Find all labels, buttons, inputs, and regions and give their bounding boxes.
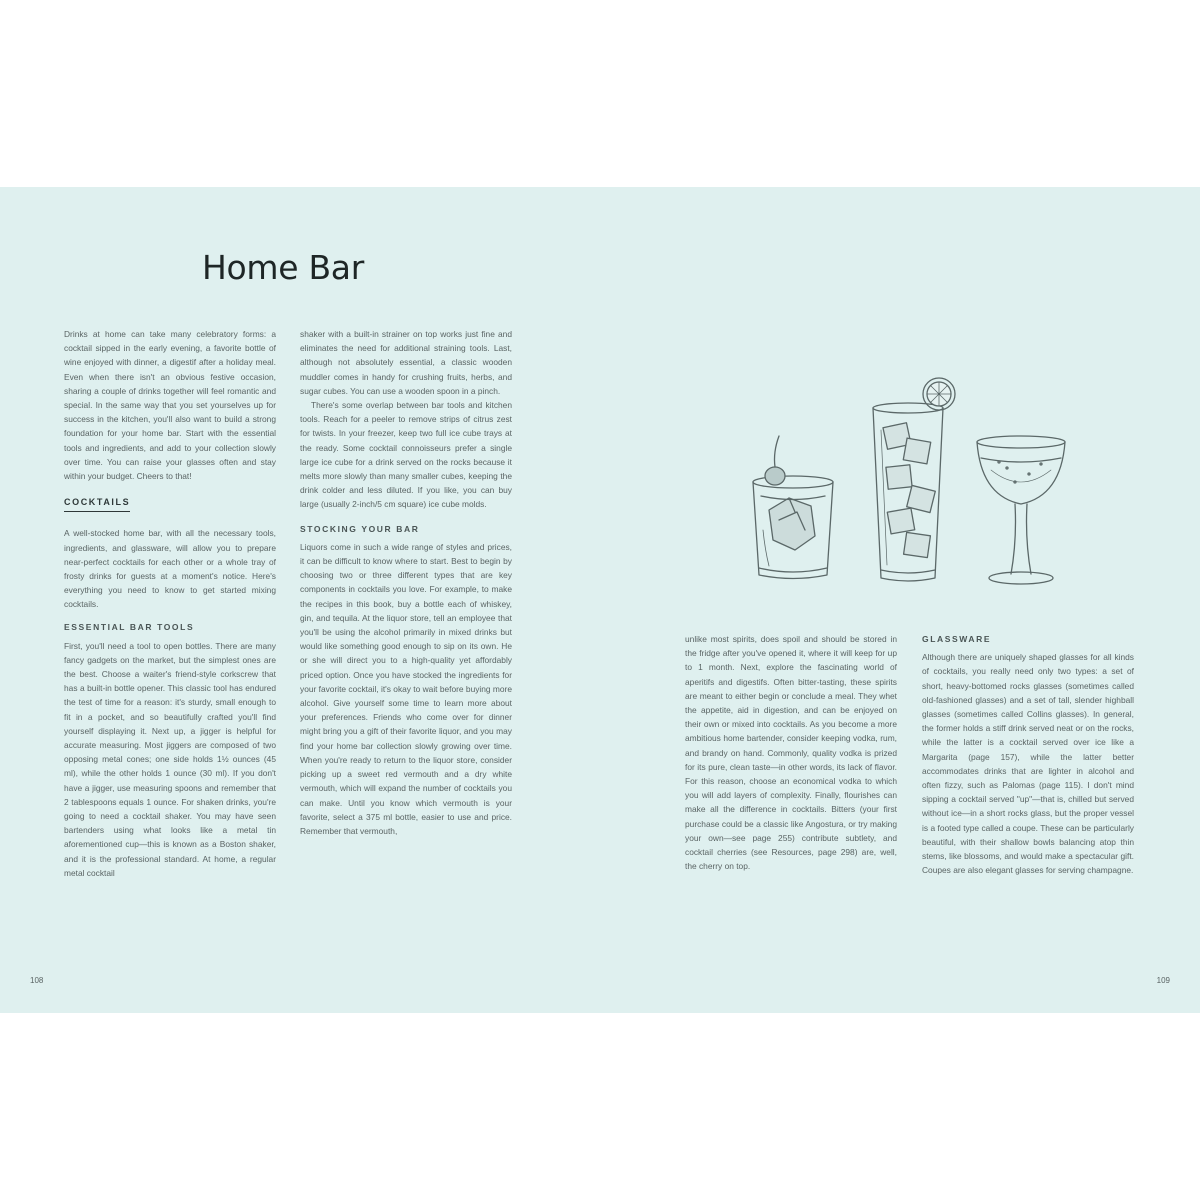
cocktail-glasses-illustration [745, 370, 1095, 590]
text-column-2 [300, 327, 512, 838]
page-number-left: 108 [30, 976, 44, 985]
cocktails-intro-paragraph: A well-stocked home bar, with all the necessary tools, ingredients, and glassware, will allow you to prepare near-perfect cocktails for each other or a whole tray of frosty drinks for guests at a moment's notice. Here's everything you need to know to get started mixing cocktails. [64, 528, 276, 610]
text-column-4 [922, 632, 1134, 877]
stocking-paragraph: Liquors come in such a wide range of styles and prices, it can be difficult to know where to start. Best to begin by choosing two or three different types that are key components in cocktails you love. For example, to make the recipes in this book, buy a bottle each of whiskey, gin, and tequila. At the liquor store, tell an employee that you'll be using the alcohol primarily in mixed drinks but would like something good enough to sip on its own. He or she will direct you to a high-quality yet affordably priced option. Once you have stocked the ingredients for your favorite cocktail, it's okay to wait before buying more alcohol. Give yourself some time to learn more about your preferences. Friends who come over for dinner might bring you a gift of their favorite liquor, and you may find your home bar collection slowly growing over time. When you're ready to return to the liquor store, consider picking up a sweet red vermouth and a dry white vermouth, which will expand the number of cocktails you can make. Until you know which vermouth is your favorite, select a 375 ml bottle, easier to use and price. Remember that vermouth, [300, 541, 512, 836]
rocks-glass-icon [753, 436, 833, 579]
page-title: Home Bar [202, 248, 364, 287]
text-column-3 [685, 632, 897, 873]
coupe-glass-icon [977, 436, 1065, 584]
glassware-paragraph: Although there are uniquely shaped glasses for all kinds of cocktails, you really need only two types: a set of short, heavy-bottomed rocks glasses (sometimes called old-fashioned glasses) and a set of tall, slender highball glasses (sometimes called Collins glasses). In general, the former holds a stiff drink served neat or on the rocks, while the latter is a cocktail served over ice like a Margarita (page 157), while the latter better accommodates drinks that are lighter in alcohol and often fizzy, such as Palomas (page 115). I don't mind sipping a cocktail served "up"—that is, chilled but served without ice—in a short rocks glass, but the proper vessel is a footed type called a coupe. These can be particularly beautiful, with their shallow bowls balancing atop thin stems, like blossoms, and would make a spectacular gift. Coupes are also elegant glasses for serving champagne. [922, 652, 1134, 876]
cocktails-heading: COCKTAILS [64, 495, 130, 512]
glassware-heading: GLASSWARE [922, 634, 992, 644]
bar-kitchen-tools-paragraph: There's some overlap between bar tools and kitchen tools. Reach for a peeler to remove strips of citrus zest for twists. In your freezer, keep two full ice cube trays at the ready. Some cocktail connoisseurs prefer a single large ice cube for a drink served on the rocks because it melts more slowly than many smaller cubes, keeping the drink colder and less diluted. If you like, you can buy large (usually 2-inch/5 cm square) ice cube molds. [300, 400, 512, 510]
page-number-right: 109 [1156, 976, 1170, 985]
glasses-drawing [745, 370, 1095, 590]
highball-glass-icon [873, 378, 955, 581]
stocking-your-bar-heading: STOCKING YOUR BAR [300, 523, 420, 534]
shaker-paragraph: shaker with a built-in strainer on top works just fine and eliminates the need for additional straining tools. Last, although not absolutely essential, a classic wooden muddler comes in handy for crushing fruits, herbs, and sugar cubes. You can use a wooden spoon in a pinch. [300, 329, 512, 396]
bar-tools-paragraph: First, you'll need a tool to open bottles. There are many fancy gadgets on the market, but the simplest ones are the best. Choose a waiter's friend-style corkscrew that has a built-in bottle opener. This classic tool has endured the test of time for a reason: it's sturdy, small enough to fit in a pocket, and so beautifully crafted you'll find yourself displaying it. Next up, a jigger is helpful for accurate measuring. Most jiggers are composed of two opposing metal cones; one side holds 1½ ounces (45 ml), while the other holds 1 ounce (30 ml). If you don't have a jigger, use measuring spoons and remember that 2 tablespoons equals 1 ounce. For shaken drinks, you're going to need a cocktail shaker. You may have seen bartenders using what looks like a metal tin aforementioned cup—this is known as a Boston shaker, and it is the professional standard. At home, a regular metal cocktail [64, 640, 276, 878]
essential-bar-tools-heading: ESSENTIAL BAR TOOLS [64, 622, 195, 633]
text-column-1 [64, 327, 276, 909]
intro-paragraph: Drinks at home can take many celebratory forms: a cocktail sipped in the early evening, a favorite bottle of wine enjoyed with dinner, a digestif after a holiday meal. Even when there isn't an obvious festive occasion, sharing a couple of drinks together will feel romantic and special. In the same way that you set yourselves up for success in the kitchen, you'll also want to build a strong foundation for your home bar. Start with the essential tools and ingredients, and add to your collection slowly over time. You can raise your glasses often and stay within your budget. Cheers to that! [64, 329, 276, 482]
vermouth-paragraph: unlike most spirits, does spoil and should be stored in the fridge after you've opened it, where it will keep for up to 1 month. Next, explore the fascinating world of aperitifs and digestifs. Often bitter-tasting, these spirits are meant to either begin or conclude a meal. They whet the appetite, aid in digestion, and can be enjoyed on their own or mixed into cocktails. As you become a more ambitious home bartender, consider keeping vodka, rum, and brandy on hand. Commonly, quality vodka is prized for its pure, clean taste—in other words, its lack of flavor. For this reason, choose an economical vodka to which you will add layers of complexity. Finally, flourishes can make all the difference in cocktails. Bitters (your first purchase could be a classic like Angostura, or try making your own—see page 255) contribute subtlety, and cocktail cherries (see Resources, page 298) are, well, the cherry on top. [685, 634, 897, 872]
